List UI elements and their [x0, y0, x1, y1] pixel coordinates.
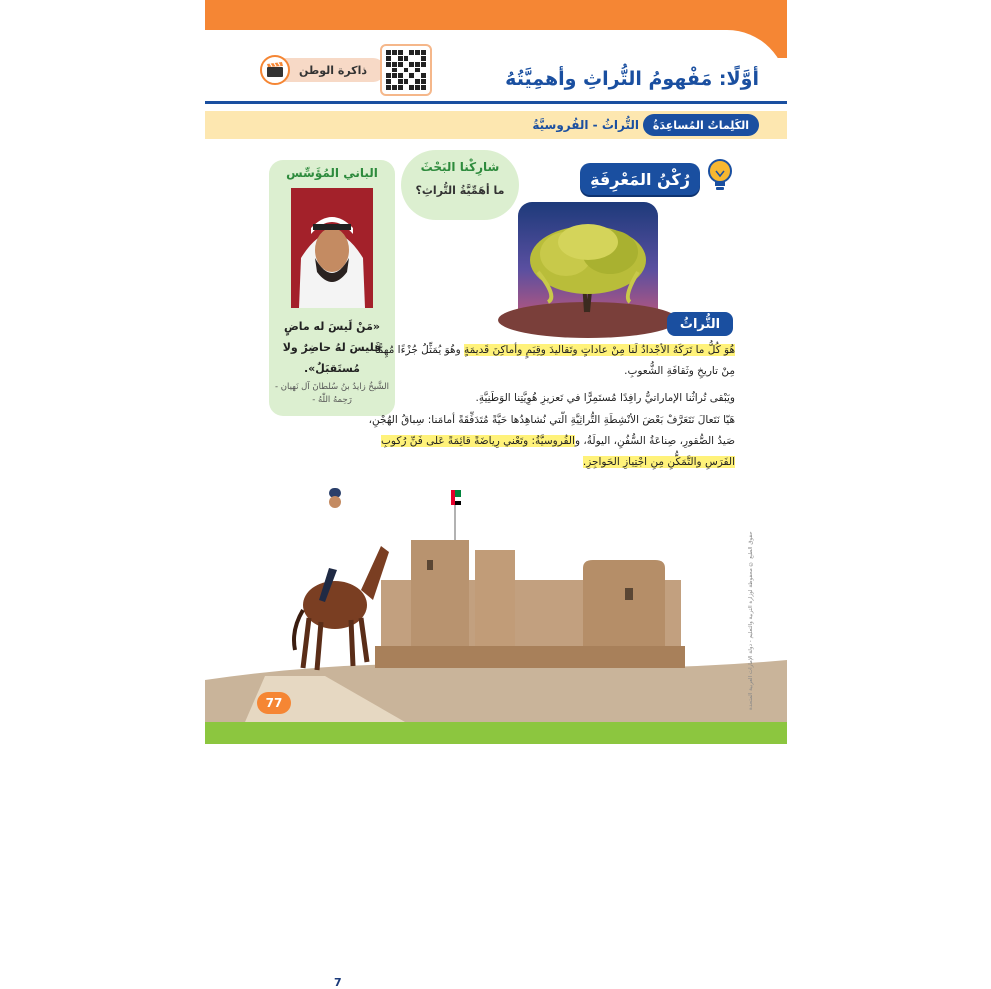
heritage-definition — [365, 340, 735, 382]
bottom-green-band — [205, 722, 787, 744]
founder-portrait — [291, 188, 373, 308]
activities-text: هَيّا نَتَعالَ نَتَعَرَّفْ بَعْضَ الأنْشِطَةِ التُّراثِيَّةِ الّتي نُشاهِدُها حَيَّةً مُتَدَفِّقَةً أمامَنا: سِباقُ الهُجْنِ، صَيدُ الصُّقورِ، صِناعَةُ السُّفُنِ، اليولَةُ، و — [368, 414, 735, 447]
share-research-box — [401, 150, 519, 220]
qr-code-icon[interactable] — [380, 44, 432, 96]
copyright-notice: حقوق الطبع © محفوظة لوزارة التربية والتعليم - دولة الإمارات العربية المتحدة — [748, 531, 754, 710]
lesson-title: أوَّلًا: مَفْهومُ التُّراثِ وأهمِيَّتُهُ — [505, 68, 759, 90]
memory-label-text: ذاكرة الوطن — [298, 63, 367, 77]
heritage-tag: التُّراثُ — [667, 312, 733, 336]
clapperboard-icon[interactable] — [260, 55, 290, 85]
founder-quote: «مَنْ لَيسَ له ماضٍ فَليسَ لهُ حاضِرٌ ولا مُستَقبَلٌ». — [282, 320, 382, 375]
helper-words: التُّراثُ - الفُروسيَّةُ — [532, 118, 639, 132]
title-divider — [205, 101, 787, 104]
research-question: ما أهَمِّيَّةُ التُّراثِ؟ — [415, 184, 505, 197]
lightbulb-icon — [705, 158, 735, 194]
heritage-identity-text: ويَبْقى تُراثُنا الإماراتيُّ رافِدًا مُستَمِرًّا في تَعزيزِ هُوِيَّتِنا الوَطَنِيَّةِ. — [475, 392, 735, 404]
definition-rest: وهُوَ يُمَثِّلُ جُزْءًا مُهِمًّا مِنْ تاريخِ وثَقافَةِ الشُّعوبِ. — [374, 344, 735, 377]
founder-source: الشَّيخُ زايدُ بنُ سُلطانَ آل نَهيان - رَحِمهُ اللّٰهُ - — [275, 382, 389, 405]
founder-title: الباني المُؤَسِّس — [286, 166, 378, 180]
helper-words-label: الكَلِماتُ المُساعِدَةُ — [643, 114, 759, 136]
knowledge-pillar-badge: رُكْنُ المَعْرِفَةِ — [580, 163, 700, 195]
definition-highlight: هُوَ كُلُّ ما تَرَكَهُ الأجْدادُ لَنا مِنْ عاداتٍ وتَقاليدَ وقِيَمٍ وأماكِنَ قَديمَةٍ — [463, 344, 735, 356]
ghaf-tree-photo — [518, 202, 658, 324]
research-title: شارِكْنا البَحْثَ — [420, 160, 500, 174]
fort-and-rider-photo — [205, 440, 787, 989]
rider-number: 7 — [334, 976, 342, 989]
equestrian-definition: الفُروسيَّةُ: وتَعْني رِياضَةً قائِمَةً عَلى فَنِّ رُكوبِ الفَرَسِ والتَّمَكُّنِ مِنِ اجْتِيازِ الحَواجِزِ. — [381, 435, 735, 468]
textbook-page — [205, 0, 787, 989]
page-number: 77 — [257, 692, 291, 714]
